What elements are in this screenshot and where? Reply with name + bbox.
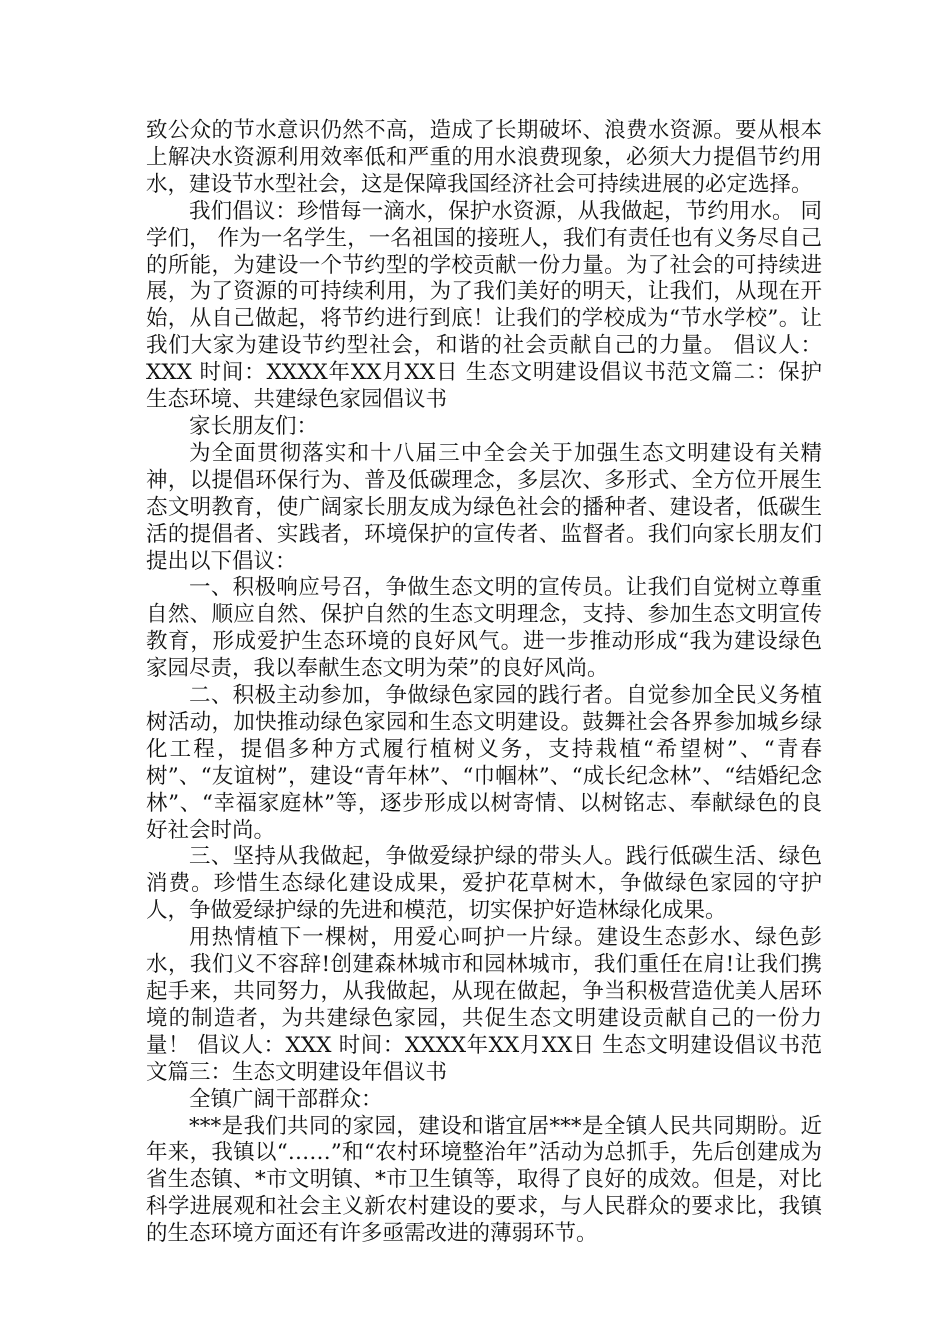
- paragraph-proposal-one: 一、积极响应号召，争做生态文明的宣传员。让我们自觉树立尊重自然、顺应自然、保护自然的生态文明理念，支持、参加生态文明宣传教育，形成爱护生态环境的良好风气。进一步推动形成“我为建设绿色家园尽责，我以奉献生态文明为荣”的良好风尚。: [146, 575, 822, 682]
- paragraph-water-saving-conclusion: 致公众的节水意识仍然不高，造成了长期破坏、浪费水资源。要从根本上解决水资源利用效率低和严重的用水浪费现象，必须大力提倡节约用水，建设节水型社会，这是保障我国经济社会可持续进展的必定选择。: [146, 118, 822, 197]
- paragraph-parents-intro: 为全面贯彻落实和十八届三中全会关于加强生态文明建设有关精神，以提倡环保行为、普及低碳理念，多层次、多形式、全方位开展生态文明教育，使广阔家长朋友成为绿色社会的播种者、建设者，低碳生活的提倡者、实践者，环境保护的宣传者、监督者。我们向家长朋友们提出以下倡议：: [146, 440, 822, 574]
- paragraph-closing-call: 用热情植下一棵树，用爱心呵护一片绿。建设生态彭水、绿色彭水，我们义不容辞!创建森林城市和园林城市，我们重任在肩!让我们携起手来，共同努力，从我做起，从现在做起，争当积极营造优美人居环境的制造者，为共建绿色家园，共促生态文明建设贡献自己的一份力量！ 倡议人：XXX 时间：XXXX年XX月XX日 生态文明建设倡议书范文篇三：生态文明建设年倡议书: [146, 925, 822, 1085]
- paragraph-town-intro: ***是我们共同的家园，建设和谐宜居***是全镇人民共同期盼。近年来，我镇以“……”和“农村环境整治年”活动为总抓手，先后创建成为省生态镇、*市文明镇、*市卫生镇等，取得了良好的成效。但是，对比科学进展观和社会主义新农村建设的要求，与人民群众的要求比，我镇的生态环境方面还有许多亟需改进的薄弱环节。: [146, 1113, 822, 1247]
- paragraph-salutation-town: 全镇广阔干部群众：: [189, 1086, 383, 1112]
- paragraph-proposal-three: 三、坚持从我做起，争做爱绿护绿的带头人。践行低碳生活、绿色消费。珍惜生态绿化建设成果，爱护花草树木，争做绿色家园的守护人，争做爱绿护绿的先进和模范，切实保护好造林绿化成果。: [146, 844, 822, 924]
- paragraph-salutation-parents: 家长朋友们：: [189, 413, 319, 439]
- document-page: [146, 118, 822, 1248]
- paragraph-proposal-two: 二、积极主动参加，争做绿色家园的践行者。自觉参加全民义务植树活动，加快推动绿色家园和生态文明建设。鼓舞社会各界参加城乡绿化工程，提倡多种方式履行植树义务，支持栽植“希望树”、“青春树”、“友谊树”，建设“青年林”、“巾帼林”、“成长纪念林”、“结婚纪念林”、“幸福家庭林”等，逐步形成以树寄情、以树铭志、奉献绿色的良好社会时尚。: [146, 683, 822, 843]
- paragraph-student-proposal: 我们倡议：珍惜每一滴水，保护水资源，从我做起，节约用水。 同学们， 作为一名学生，一名祖国的接班人，我们有责任也有义务尽自己的所能，为建设一个节约型的学校贡献一份力量。为了社会的可持续进展，为了资源的可持续利用，为了我们美好的明天，让我们，从现在开始，从自己做起，将节约进行到底！让我们的学校成为“节水学校”。让我们大家为建设节约型社会，和谐的社会贡献自己的力量。 倡议人：XXX 时间：XXXX年XX月XX日 生态文明建设倡议书范文篇二：保护生态环境、共建绿色家园倡议书: [146, 198, 822, 413]
